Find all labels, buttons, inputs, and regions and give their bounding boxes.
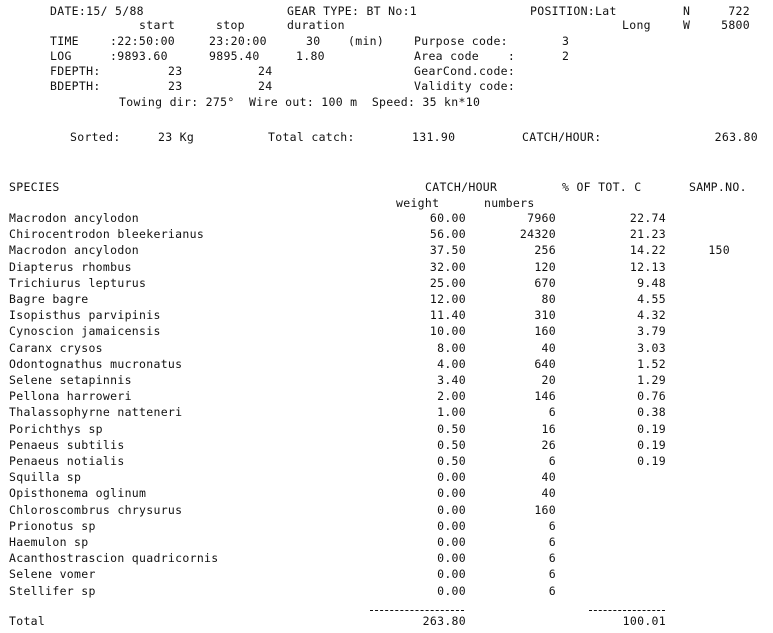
species-name: Selene vomer [9,567,96,581]
weight-cell: 8.00 [437,341,466,355]
weight-cell: 10.00 [429,324,466,338]
pct-cell: 9.48 [637,276,666,290]
species-name: Prionotus sp [9,519,96,533]
pct-cell: 0.76 [637,389,666,403]
species-name: Trichiurus lepturus [9,276,147,290]
numbers-cell: 146 [534,389,556,403]
sorted-label: Sorted: [70,130,121,144]
pct-cell: 0.19 [637,422,666,436]
weight-cell: 0.00 [437,567,466,581]
numbers-cell: 6 [548,567,556,581]
numbers-cell: 7960 [527,211,556,225]
species-name: Squilla sp [9,470,82,484]
weight-cell: 0.00 [437,535,466,549]
sample-number-cell: 150 [708,243,730,257]
species-column-header: SPECIES [9,180,60,194]
catch-hour-column-header: CATCH/HOUR [425,180,498,194]
gearcond-code-label: GearCond.code: [414,64,516,78]
pct-cell: 1.52 [637,357,666,371]
weight-cell: 32.00 [429,260,466,274]
numbers-cell: 26 [541,438,556,452]
col-start-label: start [139,18,176,32]
weight-cell: 3.40 [437,373,466,387]
numbers-cell: 40 [541,341,556,355]
species-name: Caranx crysos [9,341,103,355]
numbers-cell: 6 [548,535,556,549]
bdepth-start: 23 [168,79,183,93]
long-label: Long [622,18,651,32]
pct-cell: 1.29 [637,373,666,387]
pct-cell: 3.79 [637,324,666,338]
weight-cell: 0.00 [437,519,466,533]
numbers-cell: 80 [541,292,556,306]
numbers-cell: 160 [534,324,556,338]
species-name: Haemulon sp [9,535,89,549]
long-value: 5800 [721,18,750,32]
numbers-cell: 16 [541,422,556,436]
pct-total-column-header: % OF TOT. C [562,180,642,194]
weight-cell: 0.50 [437,454,466,468]
species-name: Cynoscion jamaicensis [9,324,161,338]
numbers-cell: 20 [541,373,556,387]
pct-cell: 0.19 [637,438,666,452]
pct-cell: 21.23 [629,227,666,241]
fdepth-start: 23 [168,64,183,78]
numbers-cell: 24320 [519,227,556,241]
total-catch-label: Total catch: [268,130,355,144]
bdepth-label: BDEPTH: [50,79,101,93]
weight-cell: 60.00 [429,211,466,225]
pct-total: 100.01 [622,614,666,628]
weight-cell: 4.00 [437,357,466,371]
area-code-value: 2 [562,49,570,63]
sample-number-column-header: SAMP.NO. [689,180,747,194]
species-name: Macrodon ancylodon [9,211,140,225]
weight-cell: 12.00 [429,292,466,306]
log-label: LOG [50,49,72,63]
numbers-cell: 6 [548,405,556,419]
species-name: Selene setapinnis [9,373,132,387]
species-name: Porichthys sp [9,422,103,436]
pct-cell: 14.22 [629,243,666,257]
numbers-cell: 40 [541,470,556,484]
pct-cell: 0.38 [637,405,666,419]
purpose-code-label: Purpose code: [414,34,508,48]
species-name: Diapterus rhombus [9,260,132,274]
species-name: Chloroscombrus chrysurus [9,503,183,517]
species-name: Opisthonema oglinum [9,486,147,500]
species-name: Bagre bagre [9,292,89,306]
gear-type-field: GEAR TYPE: BT No:1 [287,4,418,18]
numbers-cell: 256 [534,243,556,257]
pct-cell: 3.03 [637,341,666,355]
log-stop: 9895.40 [209,49,260,63]
date-field: DATE:15/ 5/88 [50,4,144,18]
catch-per-hour-label: CATCH/HOUR: [522,130,602,144]
time-unit: (min) [348,34,385,48]
log-start: :9893.60 [110,49,168,63]
numbers-cell: 640 [534,357,556,371]
numbers-cell: 310 [534,308,556,322]
weight-cell: 2.00 [437,389,466,403]
weight-cell: 0.00 [437,503,466,517]
time-stop: 23:20:00 [209,34,267,48]
weight-cell: 0.00 [437,584,466,598]
catch-per-hour-value: 263.80 [714,130,758,144]
weight-total: 263.80 [422,614,466,628]
bdepth-stop: 24 [258,79,273,93]
validity-code-label: Validity code: [414,79,516,93]
species-name: Chirocentrodon bleekerianus [9,227,205,241]
weight-cell: 0.00 [437,470,466,484]
pct-cell: 12.13 [629,260,666,274]
log-duration: 1.80 [296,49,325,63]
species-name: Odontognathus mucronatus [9,357,183,371]
species-name: Isopisthus parvipinis [9,308,161,322]
species-name: Stellifer sp [9,584,96,598]
species-name: Acanthostrascion quadricornis [9,551,219,565]
numbers-cell: 670 [534,276,556,290]
pct-cell: 22.74 [629,211,666,225]
numbers-cell: 6 [548,584,556,598]
weight-cell: 0.00 [437,486,466,500]
position-label: POSITION:Lat [530,4,617,18]
total-label: Total [9,614,46,628]
sorted-value: 23 Kg [158,130,195,144]
time-duration: 30 [306,34,321,48]
long-hemisphere: W [683,18,691,32]
numbers-subheader: numbers [484,196,535,210]
weight-cell: 25.00 [429,276,466,290]
total-catch-value: 131.90 [412,130,456,144]
pct-cell: 4.32 [637,308,666,322]
col-duration-label: duration [287,18,345,32]
lat-hemisphere: N [683,4,691,18]
species-name: Macrodon ancylodon [9,243,140,257]
weight-cell: 11.40 [429,308,466,322]
weight-cell: 0.00 [437,551,466,565]
weight-cell: 1.00 [437,405,466,419]
purpose-code-value: 3 [562,34,570,48]
area-code-label: Area code : [414,49,516,63]
col-stop-label: stop [216,18,245,32]
numbers-cell: 120 [534,260,556,274]
numbers-cell: 6 [548,454,556,468]
pct-cell: 4.55 [637,292,666,306]
numbers-cell: 40 [541,486,556,500]
weight-cell: 0.50 [437,422,466,436]
numbers-cell: 160 [534,503,556,517]
weight-cell: 0.50 [437,438,466,452]
numbers-cell: 6 [548,519,556,533]
species-name: Thalassophyrne natteneri [9,405,183,419]
weight-cell: 56.00 [429,227,466,241]
species-name: Penaeus notialis [9,454,125,468]
time-start: :22:50:00 [110,34,176,48]
weight-cell: 37.50 [429,243,466,257]
time-label: TIME [50,34,79,48]
fdepth-label: FDEPTH: [50,64,101,78]
pct-cell: 0.19 [637,454,666,468]
numbers-cell: 6 [548,551,556,565]
species-name: Pellona harroweri [9,389,132,403]
pct-total-rule [589,610,665,611]
weight-total-rule [370,610,464,611]
fdepth-stop: 24 [258,64,273,78]
species-name: Penaeus subtilis [9,438,125,452]
towing-line: Towing dir: 275° Wire out: 100 m Speed: 35 kn*10 [119,95,481,109]
lat-value: 722 [728,4,750,18]
weight-subheader: weight [396,196,440,210]
